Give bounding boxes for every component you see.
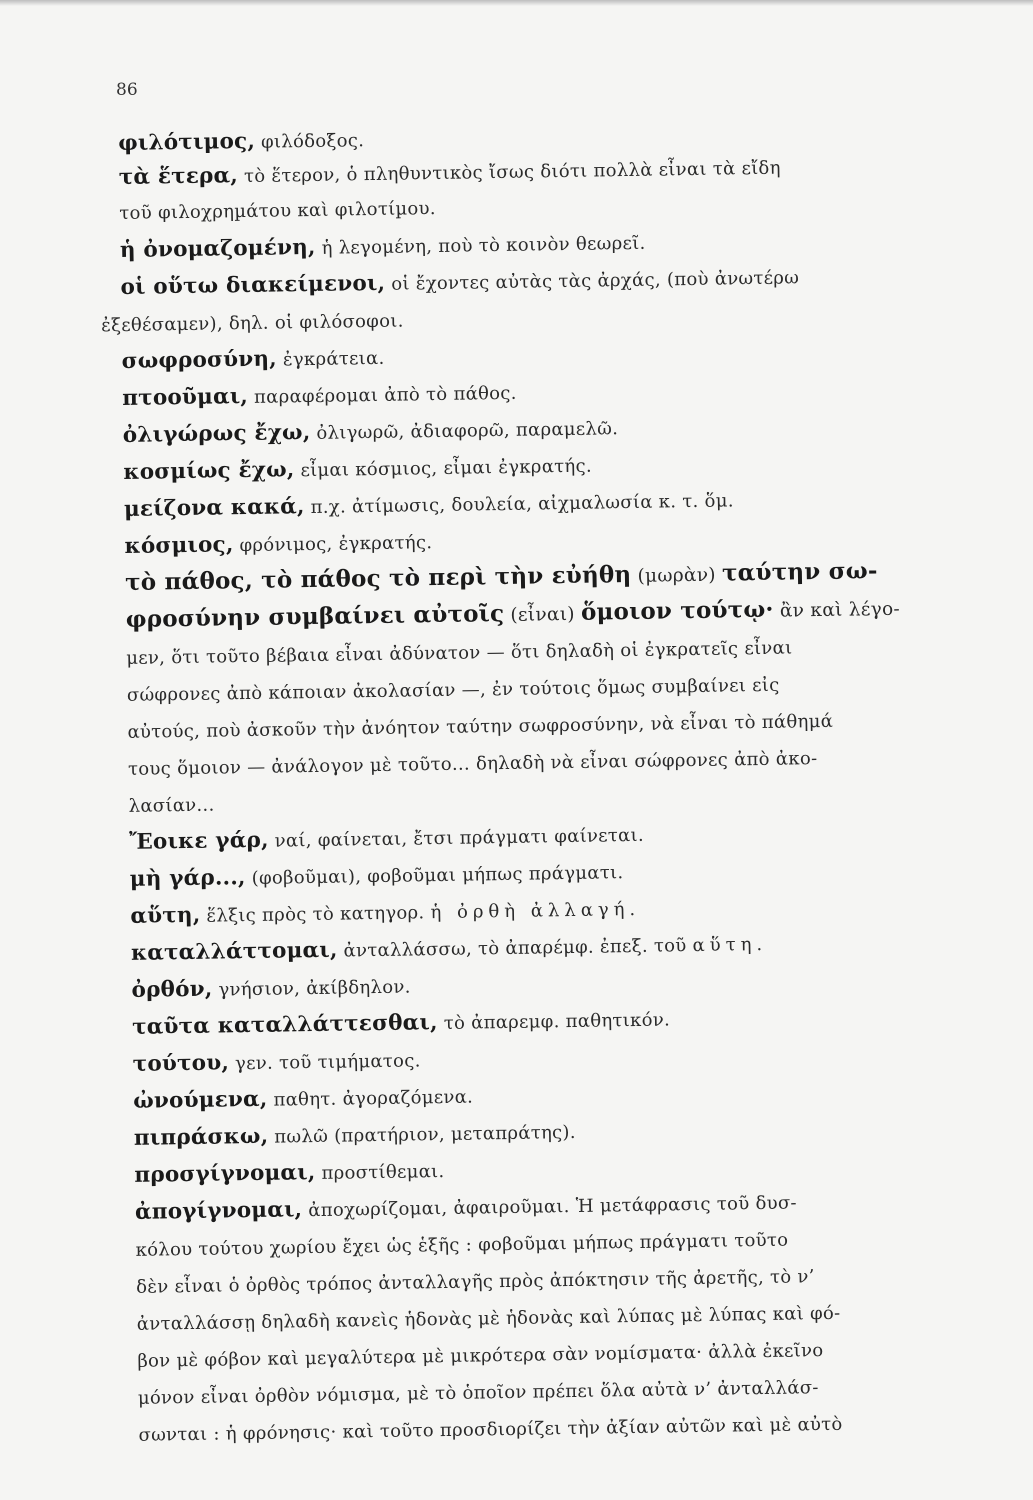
gloss: ὀλιγωρῶ, ἀδιαφορῶ, παραμελῶ.	[310, 418, 619, 445]
gloss: ἕλξις πρὸς τὸ κατηγορ.	[200, 902, 431, 927]
gloss: προστίθεμαι.	[315, 1161, 445, 1185]
gloss: παθητ. ἀγοραζόμενα.	[267, 1086, 474, 1111]
gloss: γνήσιον, ἀκίβδηλον.	[212, 976, 411, 1001]
lemma: ὠνούμενα,	[133, 1086, 268, 1114]
gloss: πωλῶ (πρατήριον, μεταπράτης).	[268, 1121, 576, 1148]
gloss: ἡ λεγομένη, ποὺ τὸ κοινὸν θεωρεῖ.	[315, 232, 646, 259]
lemma: ὀλιγώρως ἔχω,	[122, 420, 311, 448]
gloss: αὐτούς, ποὺ ἀσκοῦν τὴν ἀνόητον ταύτην σωφροσύνην, νὰ εἶναι τὸ πάθημά	[127, 710, 834, 743]
lemma: τὸ πάθος, τὸ πάθος τὸ περὶ τὴν εὐήθη	[124, 560, 632, 596]
text-line	[137, 1334, 824, 1375]
gloss: εἶμαι κόσμιος, εἶμαι ἐγκρατής.	[294, 455, 593, 482]
text-line	[101, 305, 404, 340]
text-line	[138, 1408, 843, 1449]
gloss: ἂν καὶ λέγο-	[773, 598, 901, 622]
gloss: (φοβοῦμαι), φοβοῦμαι μήπως πράγματι.	[245, 862, 624, 890]
lemma: ἀπογίγνομαι,	[134, 1197, 303, 1225]
lemma: κοσμίως ἔχω,	[123, 457, 295, 485]
gloss: ἐγκράτεια.	[276, 347, 385, 371]
gloss: λασίαν...	[128, 794, 215, 817]
text-line	[134, 1155, 444, 1190]
text-line	[125, 556, 878, 598]
text-line	[134, 1116, 576, 1153]
gloss: γεν. τοῦ τιμήματος.	[228, 1050, 421, 1075]
gloss: φιλόδοξος.	[254, 130, 365, 153]
scan-top-edge	[0, 0, 1033, 6]
lemma: πτοοῦμαι,	[122, 383, 249, 411]
gloss: βον μὲ φόβον καὶ μεγαλύτερα μὲ μικρότερα σὰν νομίσματα· ἀλλὰ ἐκεῖνο	[137, 1340, 824, 1372]
lemma: φιλότιμος,	[118, 128, 256, 156]
text-line	[128, 742, 818, 783]
text-line	[131, 928, 763, 968]
gloss: .	[756, 933, 763, 956]
lemma: ταύτην σω-	[721, 557, 878, 587]
text-line	[122, 377, 517, 413]
commentary-text	[100, 115, 946, 1446]
gloss: ἀνταλλάσσῃ δηλαδὴ κανεὶς ἡδονὰς μὲ ἡδονὰς καὶ λύπας μὲ λύπας καὶ φό-	[136, 1302, 841, 1335]
gloss: μόνον εἶναι ὀρθὸν νόμισμα, μὲ τὸ ὁποῖον πρέπει ὅλα αὐτὰ ν’ ἀνταλλάσ-	[137, 1377, 819, 1409]
text-line	[124, 526, 432, 561]
text-line	[133, 1081, 473, 1116]
lemma: ὅμοιον τούτῳ·	[580, 595, 774, 626]
gloss: π.χ. ἀτίμωσις, δουλεία, αἰχμαλωσία κ. τ. ὅμ.	[304, 490, 734, 519]
lemma: τούτου,	[132, 1050, 230, 1077]
lemma: καταλλάττομαι,	[130, 937, 338, 966]
gloss: παραφέρομαι ἀπὸ τὸ πάθος.	[247, 382, 517, 408]
gloss: μεν, ὅτι τοῦτο βέβαια εἶναι ἀδύνατον — ὅτι δηλαδὴ οἱ ἐγκρατεῖς εἶναι	[126, 637, 793, 669]
gloss: τὸ ἕτερον, ὁ πληθυντικὸς ἴσως διότι πολλὰ εἶναι τὰ εἴδη	[237, 157, 781, 188]
spaced-term: ἡ ὀρθὴ ἀλλαγή	[430, 899, 630, 924]
text-line	[137, 1297, 841, 1338]
gloss: ἀποχωρίζομαι, ἀφαιροῦμαι. Ἡ μετάφρασις τοῦ δυσ-	[302, 1192, 798, 1222]
lemma: οἱ οὕτω διακείμενοι,	[120, 270, 386, 300]
text-line	[129, 819, 644, 857]
text-line	[135, 1224, 788, 1264]
text-line	[127, 669, 780, 709]
text-line	[119, 152, 781, 192]
text-line	[131, 971, 411, 1005]
gloss: οἱ ἔχοντες αὐτὰς τὰς ἀρχάς, (ποὺ ἀνωτέρω	[385, 267, 800, 295]
gloss: .	[629, 898, 636, 921]
text-line	[123, 412, 619, 450]
gloss: ἐξεθέσαμεν), δηλ. οἱ φιλόσοφοι.	[100, 310, 404, 337]
text-line	[130, 893, 636, 931]
gloss: ναί, φαίνεται, ἔτσι πράγματι φαίνεται.	[268, 824, 645, 852]
text-line	[136, 1260, 815, 1301]
text-line	[123, 450, 592, 487]
gloss: ἀνταλλάσσω, τὸ ἀπαρέμφ. ἐπεξ. τοῦ	[337, 935, 693, 962]
lemma: σωφροσύνη,	[121, 346, 278, 374]
gloss: κόλου τούτου χωρίου ἔχει ὡς ἑξῆς : φοβοῦμαι μήπως πράγματι τοῦτο	[135, 1229, 789, 1261]
lemma: μὴ γάρ...,	[129, 865, 246, 892]
lemma: αὕτη,	[130, 902, 201, 929]
text-line	[135, 1186, 797, 1226]
gloss: (μωρὰν)	[631, 564, 723, 587]
gloss: φρόνιμος, ἐγκρατής.	[233, 532, 433, 557]
gloss: σώφρονες ἀπὸ κάποιαν ἀκολασίαν —, ἐν τούτοις ὅμως συμβαίνει εἰς	[126, 674, 780, 706]
gloss: τους ὅμοιον — ἀνάλογον μὲ τοῦτο... δηλαδὴ νὰ εἶναι σώφρονες ἀπὸ ἀκο-	[127, 748, 818, 780]
gloss: τὸ ἀπαρεμφ. παθητικόν.	[437, 1009, 671, 1035]
text-line	[130, 856, 624, 894]
lemma: μείζονα κακά,	[123, 494, 305, 522]
gloss: δὲν εἶναι ὁ ὀρθὸς τρόπος ἀνταλλαγῆς πρὸς ἀπόκτησιν τῆς ἀρετῆς, τὸ ν’	[136, 1266, 815, 1298]
gloss: (εἶναι)	[504, 603, 582, 626]
text-line	[120, 227, 646, 265]
text-line	[126, 631, 793, 671]
spaced-term: αὕτη	[692, 934, 757, 957]
lemma: Ἔοικε γάρ,	[129, 827, 269, 855]
text-line	[121, 342, 384, 376]
text-line	[127, 705, 833, 746]
text-line	[119, 192, 436, 227]
text-line	[132, 1003, 670, 1041]
page-number: 86	[116, 80, 138, 100]
gloss: σωνται : ἡ φρόνησις· καὶ τοῦτο προσδιορίζει τὴν ἀξίαν αὐτῶν καὶ μὲ αὐτὸ	[138, 1413, 843, 1446]
text-line	[124, 484, 734, 524]
lemma: προσγίγνομαι,	[134, 1160, 316, 1188]
lemma: ταῦτα καταλλάττεσθαι,	[131, 1010, 438, 1040]
lemma: τὰ ἕτερα,	[118, 163, 239, 190]
text-line	[132, 1044, 420, 1079]
text-line	[118, 124, 364, 158]
text-line	[128, 789, 214, 820]
lemma: ἡ ὀνομαζομένη,	[119, 234, 316, 263]
gloss: τοῦ φιλοχρηµάτου καὶ φιλοτίµου.	[119, 198, 437, 224]
lemma: κόσμιος,	[124, 532, 234, 559]
lemma: φροσύνην συμβαίνει αὐτοῖς	[125, 599, 505, 633]
lemma: πιπράσκω,	[133, 1123, 269, 1151]
text-line	[120, 261, 799, 302]
lemma: ὀρθόν,	[131, 976, 213, 1003]
text-line	[125, 593, 900, 635]
text-line	[138, 1371, 819, 1412]
